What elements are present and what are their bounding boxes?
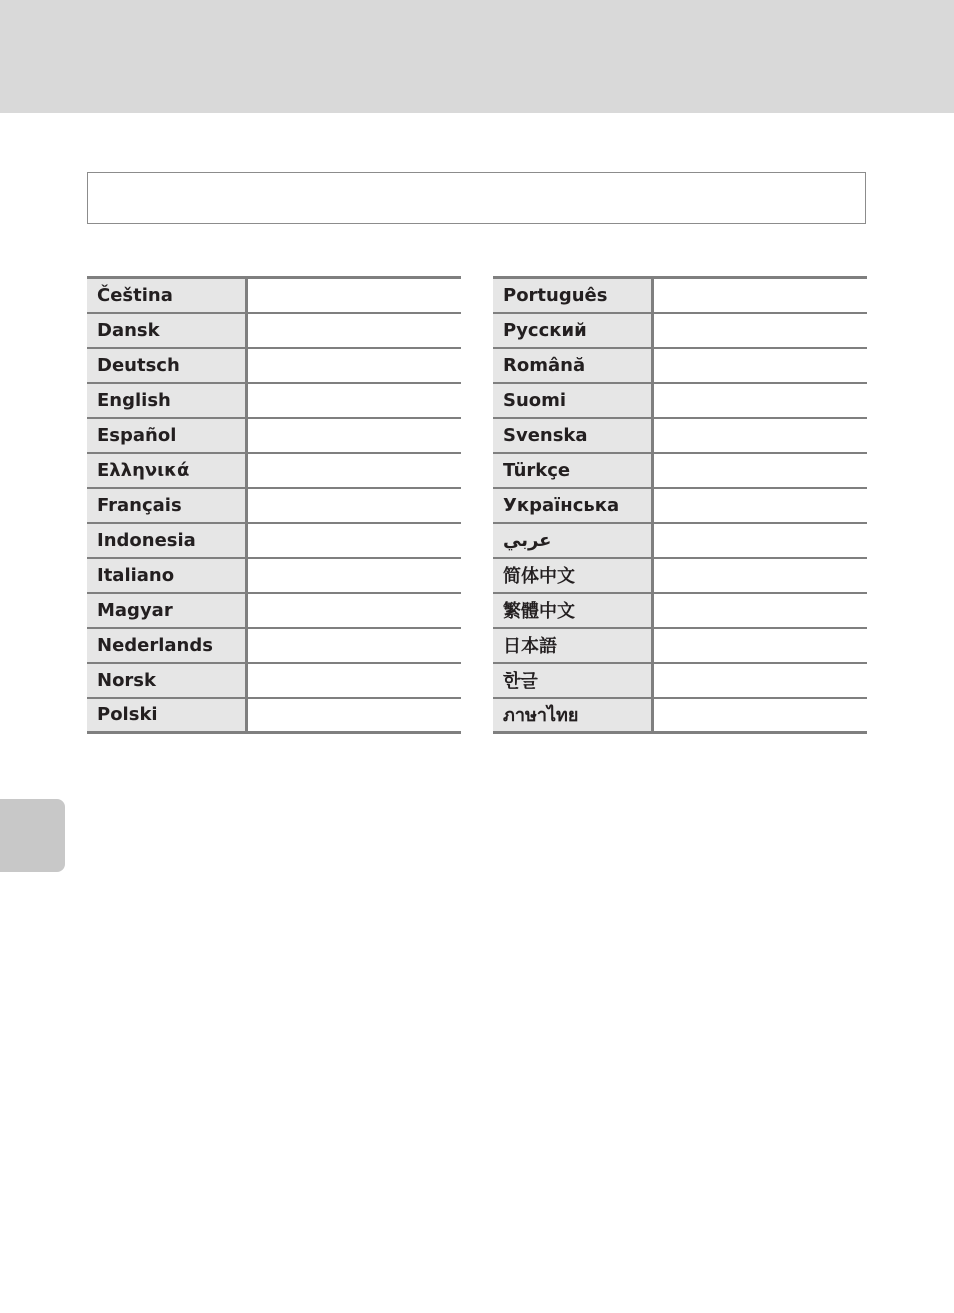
language-value-cell bbox=[652, 313, 867, 348]
language-value-cell bbox=[246, 523, 461, 558]
language-value-cell bbox=[246, 698, 461, 733]
language-name: 日本語 bbox=[493, 628, 652, 663]
language-name: 繁體中文 bbox=[493, 593, 652, 628]
note-box bbox=[87, 172, 866, 224]
language-value-cell bbox=[246, 663, 461, 698]
language-value-cell bbox=[652, 418, 867, 453]
language-name: Indonesia bbox=[87, 523, 246, 558]
header-band bbox=[0, 0, 954, 113]
language-name: 한글 bbox=[493, 663, 652, 698]
language-name: Polski bbox=[87, 698, 246, 733]
table-row bbox=[493, 383, 867, 418]
language-table-right bbox=[493, 276, 867, 734]
language-name: Deutsch bbox=[87, 348, 246, 383]
table-row bbox=[87, 278, 461, 313]
language-value-cell bbox=[246, 558, 461, 593]
language-name: Magyar bbox=[87, 593, 246, 628]
language-name: Dansk bbox=[87, 313, 246, 348]
table-row bbox=[493, 663, 867, 698]
language-name: English bbox=[87, 383, 246, 418]
language-value-cell bbox=[246, 278, 461, 313]
language-name: Українська bbox=[493, 488, 652, 523]
language-name: Română bbox=[493, 348, 652, 383]
language-name: Italiano bbox=[87, 558, 246, 593]
language-value-cell bbox=[246, 418, 461, 453]
table-row bbox=[493, 488, 867, 523]
language-name: ภาษาไทย bbox=[493, 698, 652, 733]
language-name: Русский bbox=[493, 313, 652, 348]
table-row bbox=[87, 488, 461, 523]
table-row bbox=[493, 278, 867, 313]
language-name: Español bbox=[87, 418, 246, 453]
table-row bbox=[493, 418, 867, 453]
language-name: عربي bbox=[493, 523, 652, 558]
language-value-cell bbox=[652, 523, 867, 558]
language-value-cell bbox=[246, 453, 461, 488]
table-row bbox=[87, 698, 461, 733]
table-row bbox=[87, 348, 461, 383]
language-value-cell bbox=[652, 698, 867, 733]
table-row bbox=[87, 313, 461, 348]
table-row bbox=[493, 453, 867, 488]
language-name: Čeština bbox=[87, 278, 246, 313]
section-side-tab bbox=[0, 799, 65, 872]
language-name: Nederlands bbox=[87, 628, 246, 663]
table-row bbox=[87, 453, 461, 488]
table-row bbox=[87, 628, 461, 663]
language-value-cell bbox=[652, 348, 867, 383]
table-row bbox=[493, 313, 867, 348]
language-value-cell bbox=[246, 593, 461, 628]
language-value-cell bbox=[652, 383, 867, 418]
language-name: Français bbox=[87, 488, 246, 523]
language-value-cell bbox=[652, 628, 867, 663]
table-row bbox=[87, 558, 461, 593]
language-name: Türkçe bbox=[493, 453, 652, 488]
language-value-cell bbox=[652, 593, 867, 628]
table-row bbox=[87, 418, 461, 453]
table-row bbox=[493, 523, 867, 558]
table-row bbox=[493, 593, 867, 628]
table-row bbox=[493, 348, 867, 383]
language-value-cell bbox=[246, 383, 461, 418]
table-row bbox=[493, 558, 867, 593]
language-name: Suomi bbox=[493, 383, 652, 418]
table-row bbox=[87, 523, 461, 558]
language-name: 简体中文 bbox=[493, 558, 652, 593]
language-value-cell bbox=[246, 313, 461, 348]
table-row bbox=[87, 383, 461, 418]
language-value-cell bbox=[652, 453, 867, 488]
table-row bbox=[493, 628, 867, 663]
language-value-cell bbox=[652, 558, 867, 593]
language-value-cell bbox=[652, 663, 867, 698]
language-name: Português bbox=[493, 278, 652, 313]
table-row bbox=[87, 663, 461, 698]
language-value-cell bbox=[246, 628, 461, 663]
language-value-cell bbox=[246, 348, 461, 383]
language-value-cell bbox=[652, 278, 867, 313]
language-table-left bbox=[87, 276, 461, 734]
language-name: Svenska bbox=[493, 418, 652, 453]
language-value-cell bbox=[652, 488, 867, 523]
table-row bbox=[493, 698, 867, 733]
language-name: Ελληνικά bbox=[87, 453, 246, 488]
table-row bbox=[87, 593, 461, 628]
language-value-cell bbox=[246, 488, 461, 523]
language-name: Norsk bbox=[87, 663, 246, 698]
